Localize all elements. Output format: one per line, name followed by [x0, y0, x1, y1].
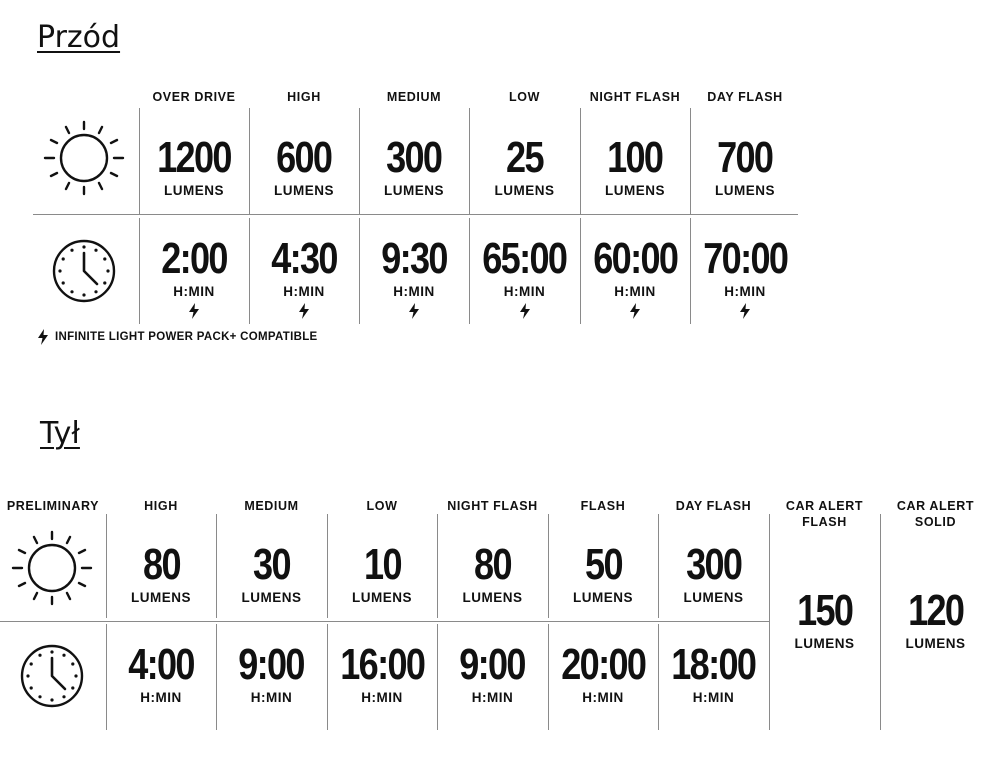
bolt-icon [37, 329, 49, 345]
lumens-unit: LUMENS [794, 636, 855, 651]
runtime-cell [658, 640, 769, 705]
header-line: CAR ALERT [785, 499, 864, 513]
runtime-value: 65:00 [482, 234, 567, 283]
lumens-cell [580, 133, 690, 198]
lumens-value: 80 [474, 540, 511, 589]
car-alert-solid-header [880, 498, 991, 530]
front-section-title: Przód [37, 20, 121, 55]
lumens-cell [106, 540, 216, 605]
mode-header: NIGHT FLASH [447, 499, 538, 513]
lumens-unit: LUMENS [164, 183, 224, 198]
mode-header: HIGH [144, 499, 178, 513]
runtime-value: 9:00 [238, 640, 305, 689]
rear-section-title: Tył [40, 416, 80, 451]
rear-row-divider [0, 621, 770, 622]
mode-header: DAY FLASH [675, 499, 752, 513]
lumens-unit: LUMENS [494, 183, 555, 198]
clock-icon [51, 238, 117, 304]
compatibility-note [37, 329, 318, 345]
lumens-cell [658, 540, 769, 605]
lumens-value: 100 [607, 133, 663, 182]
runtime-unit: H:MIN [173, 284, 215, 299]
runtime-cell [327, 640, 437, 705]
runtime-cell [548, 640, 658, 705]
runtime-value: 60:00 [592, 234, 678, 283]
header-line: SOLID [914, 515, 957, 529]
runtime-unit: H:MIN [393, 284, 435, 299]
lumens-cell [359, 133, 469, 198]
bolt-icon [519, 303, 531, 319]
lumens-value: 50 [584, 540, 622, 589]
runtime-unit: H:MIN [582, 690, 624, 705]
runtime-unit: H:MIN [503, 284, 546, 299]
lumens-value: 30 [253, 540, 290, 589]
runtime-value: 20:00 [560, 640, 646, 689]
runtime-cell [690, 234, 800, 319]
runtime-cell [106, 640, 216, 705]
mode-header: MEDIUM [244, 499, 299, 513]
sun-icon [10, 528, 94, 608]
lumens-cell [437, 540, 548, 605]
lumens-unit: LUMENS [573, 590, 633, 605]
lumens-cell [216, 540, 327, 605]
lumens-value: 80 [142, 540, 180, 589]
compatibility-note-text: INFINITE LIGHT POWER PACK+ COMPATIBLE [55, 331, 318, 343]
lumens-cell [139, 133, 249, 198]
lumens-unit: LUMENS [605, 183, 665, 198]
car-alert-solid-cell [880, 586, 991, 651]
runtime-unit: H:MIN [250, 690, 293, 705]
lumens-unit: LUMENS [352, 590, 412, 605]
runtime-unit: H:MIN [361, 690, 403, 705]
lumens-unit: LUMENS [274, 183, 334, 198]
clock-icon [19, 643, 85, 709]
bolt-icon [408, 303, 420, 319]
mode-header: HIGH [287, 90, 321, 104]
lumens-value: 700 [717, 133, 773, 182]
mode-header: OVER DRIVE [152, 90, 236, 104]
runtime-value: 9:00 [459, 640, 526, 689]
lumens-cell [327, 540, 437, 605]
car-alert-flash-cell [769, 586, 880, 651]
lumens-unit: LUMENS [462, 590, 523, 605]
bolt-icon [298, 303, 310, 319]
lumens-value: 300 [685, 540, 742, 589]
runtime-value: 16:00 [339, 640, 425, 689]
lumens-value: 25 [506, 133, 543, 182]
lumens-unit: LUMENS [905, 636, 966, 651]
runtime-value: 9:30 [381, 234, 447, 283]
lumens-unit: LUMENS [384, 183, 444, 198]
runtime-unit: H:MIN [140, 690, 182, 705]
lumens-value: 1200 [157, 133, 231, 182]
lumens-unit: LUMENS [131, 590, 191, 605]
mode-header: DAY FLASH [707, 90, 783, 104]
mode-header: NIGHT FLASH [589, 90, 681, 104]
lumens-unit: LUMENS [683, 590, 744, 605]
runtime-unit: H:MIN [724, 284, 766, 299]
bolt-icon [739, 303, 751, 319]
runtime-cell [469, 234, 580, 319]
runtime-unit: H:MIN [692, 690, 735, 705]
lumens-cell [690, 133, 800, 198]
lumens-cell [249, 133, 359, 198]
lumens-unit: LUMENS [715, 183, 775, 198]
mode-header: MEDIUM [386, 90, 442, 104]
mode-header: FLASH [580, 499, 626, 513]
runtime-unit: H:MIN [614, 284, 656, 299]
runtime-cell [216, 640, 327, 705]
lumens-cell [548, 540, 658, 605]
lumens-value: 10 [363, 540, 401, 589]
runtime-cell [580, 234, 690, 319]
lumens-value: 120 [907, 586, 964, 635]
front-row-divider [33, 214, 798, 215]
runtime-cell [359, 234, 469, 319]
runtime-cell [249, 234, 359, 319]
lumens-unit: LUMENS [241, 590, 302, 605]
sun-icon [42, 118, 126, 198]
mode-header: LOW [509, 90, 540, 104]
runtime-unit: H:MIN [283, 284, 325, 299]
runtime-cell [437, 640, 548, 705]
runtime-value: 2:00 [161, 234, 227, 283]
runtime-value: 18:00 [671, 640, 756, 689]
bolt-icon [188, 303, 200, 319]
bolt-icon [629, 303, 641, 319]
runtime-value: 4:00 [128, 640, 194, 689]
header-line: CAR ALERT [896, 499, 975, 513]
mode-header: LOW [366, 499, 398, 513]
runtime-value: 4:30 [271, 234, 337, 283]
runtime-value: 70:00 [702, 234, 788, 283]
lumens-value: 600 [276, 133, 332, 182]
runtime-unit: H:MIN [471, 690, 514, 705]
car-alert-flash-header [769, 498, 880, 530]
preliminary-label: PRELIMINARY [6, 499, 100, 513]
lumens-value: 300 [386, 133, 442, 182]
lumens-cell [469, 133, 580, 198]
runtime-cell [139, 234, 249, 319]
lumens-value: 150 [796, 586, 853, 635]
header-line: FLASH [802, 515, 847, 529]
